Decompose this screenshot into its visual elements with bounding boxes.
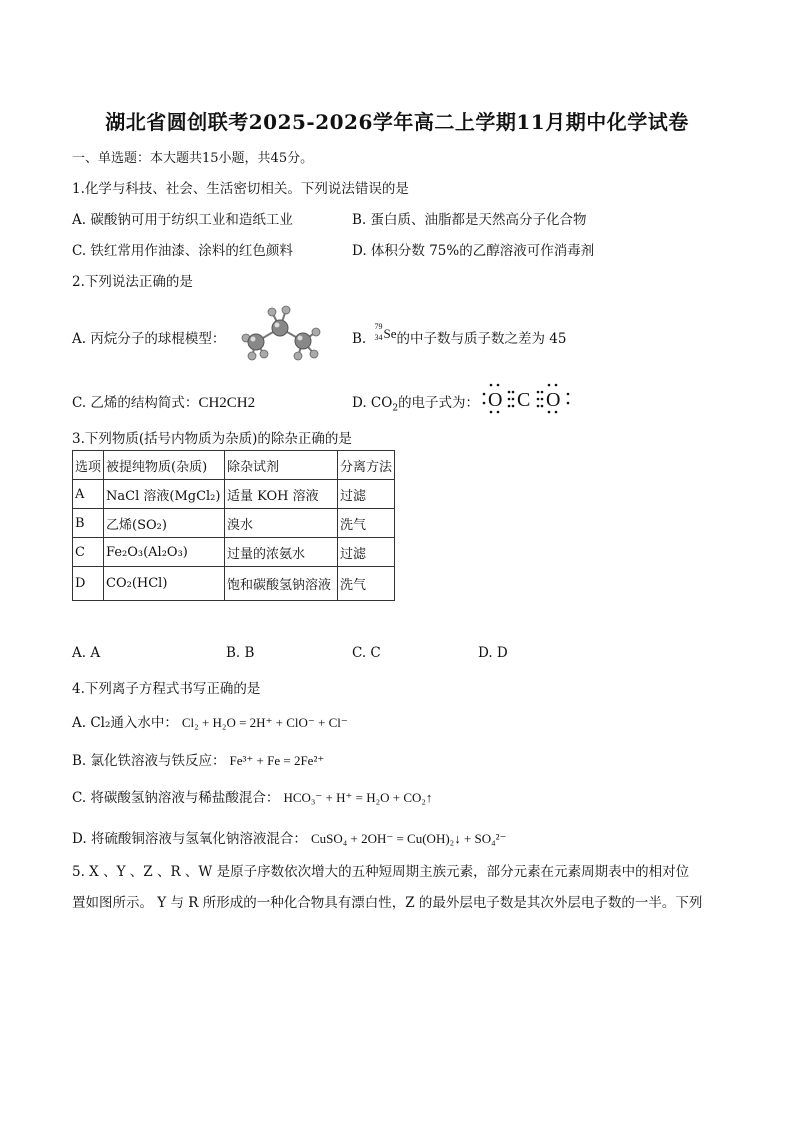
q2-option-b-prefix: B.	[352, 331, 367, 347]
table-row	[73, 509, 395, 538]
q4-option-c-label: C. 将碳酸氢钠溶液与稀盐酸混合：	[72, 790, 280, 806]
section-heading: 一、单选题：本大题共15小题，共45分。	[72, 151, 314, 166]
q3-option-a: A. A	[72, 645, 101, 661]
table-cell: 乙烯(SO₂)	[104, 509, 225, 538]
q2-option-d	[352, 391, 479, 414]
q4-option-d	[72, 827, 506, 847]
q4-option-b-equation: Fe³⁺ + Fe = 2Fe²⁺	[229, 753, 325, 768]
table-cell: NaCl 溶液(MgCl₂)	[104, 480, 225, 509]
co2-electron-dot-formula	[480, 382, 572, 414]
table-cell: Fe₂O₃(Al₂O₃)	[104, 538, 225, 567]
q4-option-d-equation: CuSO₄ + 2OH⁻ = Cu(OH)₂↓ + SO₄²⁻	[310, 831, 507, 846]
table-row	[73, 480, 395, 509]
element-symbol: Se	[383, 326, 397, 341]
q4-stem: 4.下列离子方程式书写正确的是	[72, 681, 261, 697]
table-cell: C	[73, 538, 104, 567]
q1-stem: 1.化学与科技、社会、生活密切相关。下列说法错误的是	[72, 181, 409, 197]
q4-option-c	[72, 786, 432, 806]
table-header-row	[73, 451, 395, 480]
q2-option-c-label: C. 乙烯的结构简式：	[72, 395, 199, 411]
q5-line-2: 置如图所示。 Y 与 R 所形成的一种化合物具有漂白性，Z 的最外层电子数是其次外层电子数的一半。下列	[72, 895, 703, 911]
table-cell: 洗气	[338, 509, 395, 538]
atomic-number: 34	[374, 333, 383, 342]
q4-option-a-equation: Cl₂ + H₂O = 2H⁺ + ClO⁻ + Cl⁻	[181, 715, 348, 730]
q2-option-c	[72, 391, 255, 412]
q2-option-b	[352, 322, 567, 347]
table-row	[73, 567, 395, 601]
q2-option-d-label: D. CO	[352, 395, 393, 411]
q4-option-a-label: A. Cl₂通入水中：	[72, 715, 178, 731]
q3-option-c: C. C	[352, 645, 381, 661]
q3-option-b: B. B	[226, 645, 255, 661]
q1-option-a: A. 碳酸钠可用于纺织工业和造纸工业	[72, 212, 293, 228]
q4-option-b	[72, 749, 324, 769]
q1-option-d: D. 体积分数 75%的乙醇溶液可作消毒剂	[352, 243, 595, 259]
table-cell: D	[73, 567, 104, 601]
q3-option-d: D. D	[478, 645, 508, 661]
q5-stem	[72, 857, 722, 919]
q4-option-a	[72, 711, 348, 731]
svg-text:O: O	[546, 389, 561, 411]
table-header-cell: 被提纯物质(杂质)	[104, 451, 225, 480]
ethylene-formula: CH2CH2	[198, 395, 256, 411]
q4-option-b-label: B. 氯化铁溶液与铁反应：	[72, 753, 226, 769]
q2-option-d-sub: 2	[392, 403, 399, 414]
selenium-nuclide	[374, 322, 397, 343]
table-cell: 饱和碳酸氢钠溶液	[225, 567, 338, 601]
table-row	[73, 538, 395, 567]
propane-ball-stick-model	[238, 302, 328, 364]
table-cell: 适量 KOH 溶液	[225, 480, 338, 509]
table-cell: 洗气	[338, 567, 395, 601]
q4-option-d-label: D. 将硫酸铜溶液与氢氧化钠溶液混合：	[72, 831, 307, 847]
q5-line-1: 5. X 、Y 、Z 、R 、W 是原子序数依次增大的五种短周期主族元素，部分元素在元素周期表中的相对位	[72, 864, 690, 880]
svg-text:C: C	[517, 389, 531, 411]
q1-option-c: C. 铁红常用作油漆、涂料的红色颜料	[72, 243, 293, 259]
q2-option-d-text: 的电子式为：	[398, 395, 480, 411]
table-cell: 溴水	[225, 509, 338, 538]
table-cell: 过量的浓氨水	[225, 538, 338, 567]
table-header-cell: 除杂试剂	[225, 451, 338, 480]
q2-stem: 2.下列说法正确的是	[72, 274, 193, 290]
table-cell: A	[73, 480, 104, 509]
table-header-cell: 选项	[73, 451, 104, 480]
q2-option-a: A. 丙烷分子的球棍模型：	[72, 331, 226, 347]
q3-stem: 3.下列物质(括号内物质为杂质)的除杂正确的是	[72, 431, 352, 447]
table-cell: B	[73, 509, 104, 538]
q4-option-c-equation: HCO₃⁻ + H⁺ = H₂O + CO₂↑	[283, 790, 433, 805]
table-cell: CO₂(HCl)	[104, 567, 225, 601]
table-cell: 过滤	[338, 480, 395, 509]
impurity-removal-table	[72, 450, 395, 601]
q2-option-b-text: 的中子数与质子数之差为 45	[396, 331, 567, 347]
page-title: 湖北省圆创联考2025-2026学年高二上学期11月期中化学试卷	[105, 110, 689, 134]
table-header-cell: 分离方法	[338, 451, 395, 480]
mass-number: 79	[374, 322, 383, 331]
svg-text:O: O	[488, 389, 503, 411]
q1-option-b: B. 蛋白质、油脂都是天然高分子化合物	[352, 212, 587, 228]
table-cell: 过滤	[338, 538, 395, 567]
